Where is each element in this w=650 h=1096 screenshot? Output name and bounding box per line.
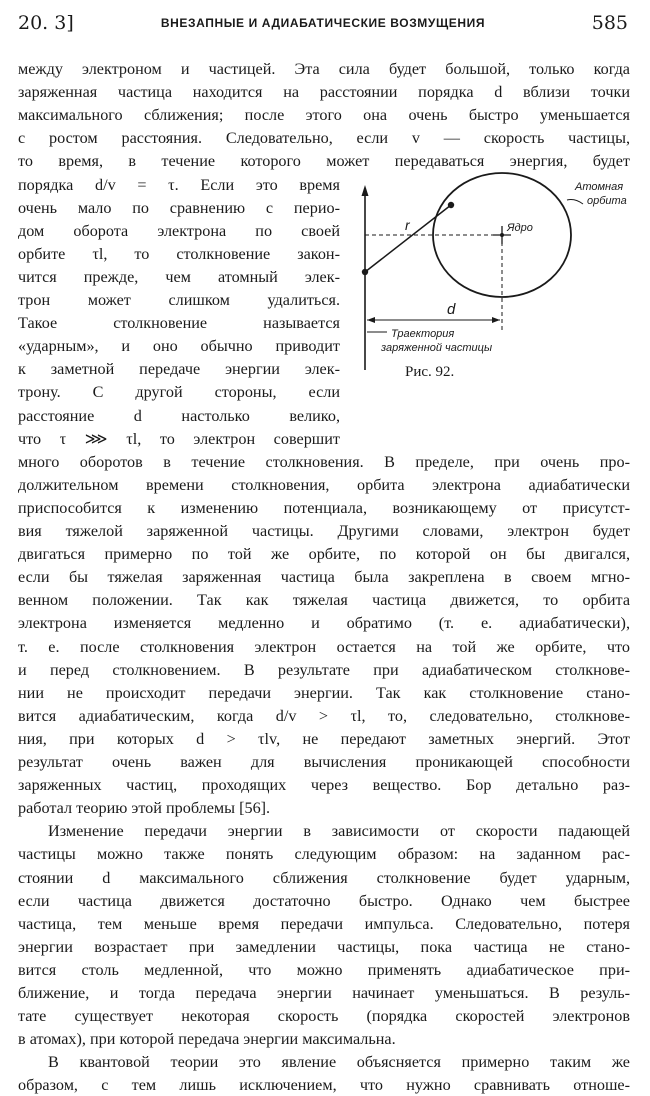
text-line: электрона изменяется медленно и обратимо (т. е. адиабатически), xyxy=(18,614,630,633)
text-line: стоянии d максимального сближения столкновение будет ударным, xyxy=(18,868,630,887)
label-nucleus: Ядро xyxy=(507,222,533,234)
text-line: заряженных частиц, проходящих через вещество. Бор детально раз- xyxy=(18,776,630,795)
text-line: чится прежде, чем атомный элек- xyxy=(18,267,340,286)
text-line: энергии возрастает при замедлении частицы, пока частица не стано- xyxy=(18,937,630,956)
text-line: образом, с тем лишь исключением, что нужно сравнивать отноше- xyxy=(18,1076,630,1095)
text-line: трон может слишком удалиться. xyxy=(18,291,340,309)
page-number: 585 xyxy=(591,12,628,34)
figure-92 xyxy=(355,160,640,390)
label-charged-particle: заряженной частицы xyxy=(381,342,493,354)
radius-line xyxy=(365,205,451,272)
text-line: то время, в течение которого может передаваться энергия, будет xyxy=(18,152,630,171)
particle-point xyxy=(362,269,368,275)
text-line: приспособится к изменению потенциала, возникающему от присутст- xyxy=(18,498,630,517)
text-line: трону. С другой стороны, если xyxy=(18,383,340,402)
text-line: расстояние d настолько велико, xyxy=(18,406,340,425)
distance-arrow-left xyxy=(367,317,375,323)
text-line: нии не происходит передачи энергии. Так как столкновение стано- xyxy=(18,683,630,702)
text-line: «ударным», и оно обычно приводит xyxy=(18,337,340,356)
text-line: дом оборота электрона по своей xyxy=(18,221,340,240)
text-line: орбите τl, то столкновение закон- xyxy=(18,244,340,263)
text-line: должительном времени столкновения, орбита электрона адиабатически xyxy=(18,475,630,494)
text-line: результат очень важен для вычисления проникающей способности xyxy=(18,753,630,771)
label-trajectory: Траектория xyxy=(391,328,455,340)
electron-point xyxy=(448,202,454,208)
text-line: к заметной передаче энергии элек- xyxy=(18,360,340,379)
text-line: и перед столкновением. В результате при адиабатическом столкнове- xyxy=(18,660,630,679)
text-line: если частица движется достаточно быстро. Однако чем быстрее xyxy=(18,891,630,910)
text-line: в атомах), при которой передача энергии максимальна. xyxy=(18,1030,396,1049)
text-line: вится адиабатическим, когда d/v > τl, то, следовательно, столкнове- xyxy=(18,706,630,725)
text-line: порядка d/v = τ. Если это время xyxy=(18,175,340,194)
figure-caption: Рис. 92. xyxy=(405,364,455,380)
section-number: 20. 3] xyxy=(18,12,74,34)
text-line: Такое столкновение называется xyxy=(18,314,340,333)
running-title: ВНЕЗАПНЫЕ И АДИАБАТИЧЕСКИЕ ВОЗМУЩЕНИЯ xyxy=(160,16,486,30)
text-line: ния, при которых d > τlv, не передают заметных энергий. Этот xyxy=(18,729,630,748)
text-line: В квантовой теории это явление объясняется примерно таким же xyxy=(48,1053,630,1072)
label-orbit: орбита xyxy=(587,195,627,207)
text-line: Изменение передачи энергии в зависимости от скорости падающей xyxy=(48,822,630,841)
text-line: максимального сближения; после этого она очень быстро уменьшается xyxy=(18,106,630,125)
text-line: тате существует некоторая скорость (порядка скоростей электронов xyxy=(18,1007,630,1026)
text-line: вия тяжелой заряженной частицы. Другими словами, электрон будет xyxy=(18,522,630,540)
text-line: вится столь медленной, что можно применять адиабатическое при- xyxy=(18,960,630,979)
text-line: венном положении. Так как тяжелая частица движется, то орбита xyxy=(18,591,630,610)
text-line: частица, тем меньше время передачи импульса. Следовательно, потеря xyxy=(18,914,630,933)
label-atomic: Атомная xyxy=(575,181,624,193)
page-header xyxy=(18,12,628,38)
text-line: частицы можно также понять следующим образом: на заданном рас- xyxy=(18,845,630,864)
text-line: работал теорию этой проблемы [56]. xyxy=(18,799,271,818)
label-d: d xyxy=(447,301,456,318)
text-line: заряженная частица находится на расстоянии порядка d вблизи точки xyxy=(18,83,630,102)
text-line: т. е. после столкновения электрон остается на той же орбите, что xyxy=(18,637,630,656)
text-line: ближение, и тогда передача энергии начинает уменьшаться. В резуль- xyxy=(18,984,630,1002)
orbit-diagram xyxy=(355,160,640,390)
text-line: если бы тяжелая заряженная частица была закреплена в своем мгно- xyxy=(18,568,630,587)
orbit-leader xyxy=(567,200,583,205)
label-r: r xyxy=(405,217,410,233)
text-line: много оборотов в течение столкновения. В пределе, при очень про- xyxy=(18,452,630,471)
text-line: между электроном и частицей. Эта сила будет большой, только когда xyxy=(18,60,630,78)
text-line: очень мало по сравнению с перио- xyxy=(18,198,340,217)
trajectory-arrow xyxy=(362,185,369,196)
text-line: что τ ⋙ τl, то электрон совершит xyxy=(18,429,340,448)
text-line: с ростом расстояния. Следовательно, если v — скорость частицы, xyxy=(18,129,630,148)
distance-arrow-right xyxy=(492,317,500,323)
text-line: двигаться примерно по той же орбите, по которой он бы двигался, xyxy=(18,545,630,564)
